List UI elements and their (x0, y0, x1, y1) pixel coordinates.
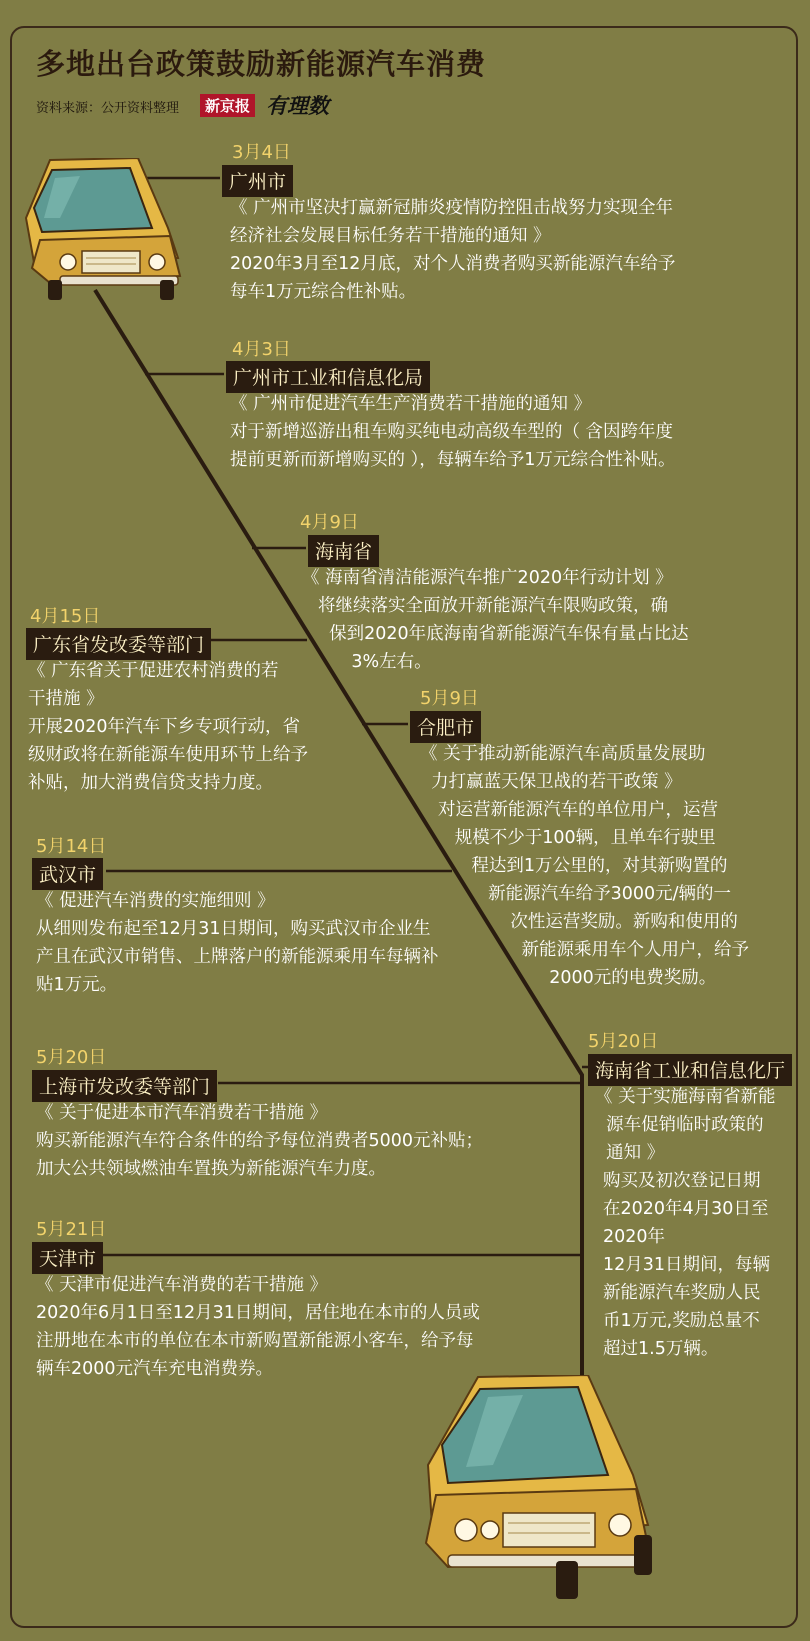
event-document: 《 海南省清洁能源汽车推广2020年行动计划 》 (302, 568, 673, 588)
event-date: 4月15日 (30, 606, 101, 627)
event-date: 5月21日 (36, 1219, 107, 1240)
event-description: 2020年6月1日至12月31日期间，居住地在本市的人员或 注册地在本市的单位在本市新购置新能源小客车，给予每 辆车2000元汽车充电消费券。 (36, 1303, 480, 1379)
event-description: 对运营新能源汽车的单位用户，运营 规模不少于100辆，且单车行驶里 程达到1万公里的，对其新购置的 新能源汽车给予3000元/辆的一 次性运营奖励。新购和使用的 新能源乘用车个人用户，给予 2000元的电费奖励。 (438, 800, 749, 988)
event-document: 《 天津市促进汽车消费的若干措施 》 (36, 1275, 328, 1295)
event-org-tag: 海南省工业和信息化厅 (588, 1054, 792, 1086)
event-description: 开展2020年汽车下乡专项行动，省 级财政将在新能源车使用环节上给予 补贴，加大消费信贷支持力度。 (28, 717, 308, 793)
event-org-tag: 合肥市 (410, 711, 481, 743)
brand-script-logo: 有理数 (266, 93, 329, 118)
event-org-tag: 上海市发改委等部门 (32, 1070, 217, 1102)
event-org-tag: 广东省发改委等部门 (26, 628, 211, 660)
car-illustration-bottom (408, 1375, 658, 1605)
event-date: 4月3日 (232, 339, 291, 360)
page-title: 多地出台政策鼓励新能源汽车消费 (36, 47, 487, 81)
event-date: 3月4日 (232, 142, 291, 163)
event-description: 购买新能源汽车符合条件的给予每位消费者5000元补贴； 加大公共领域燃油车置换为新能源汽车力度。 (36, 1131, 484, 1179)
event-date: 5月20日 (588, 1031, 659, 1052)
event-org-tag: 广州市 (222, 165, 293, 197)
event-date: 5月20日 (36, 1047, 107, 1068)
brand-logo: 新京报 (200, 94, 255, 117)
event-date: 5月14日 (36, 836, 107, 857)
event-org-tag: 武汉市 (32, 858, 103, 890)
event-document: 《 关于推动新能源汽车高质量发展助 力打赢蓝天保卫战的若干政策 》 (420, 744, 706, 792)
event-org-tag: 广州市工业和信息化局 (226, 361, 430, 393)
event-description: 2020年3月至12月底，对个人消费者购买新能源汽车给予 每车1万元综合性补贴。 (230, 254, 676, 302)
event-document: 《 促进汽车消费的实施细则 》 (36, 891, 275, 911)
source-note: 资料来源：公开资料整理 (36, 101, 180, 116)
event-document: 《 广州市坚决打赢新冠肺炎疫情防控阻击战努力实现全年 经济社会发展目标任务若干措施的通知 》 (230, 198, 674, 246)
event-document: 《 关于促进本市汽车消费若干措施 》 (36, 1103, 328, 1123)
car-illustration-top (20, 158, 185, 308)
event-description: 从细则发布起至12月31日期间，购买武汉市企业生 产且在武汉市销售、上牌落户的新能源乘用车每辆补 贴1万元。 (36, 919, 439, 995)
event-document: 《 广州市促进汽车生产消费若干措施的通知 》 (230, 394, 592, 414)
event-description: 将继续落实全面放开新能源汽车限购政策，确 保到2020年底海南省新能源汽车保有量占比达 3%左右。 (318, 596, 689, 672)
event-date: 4月9日 (300, 512, 359, 533)
event-document: 《 广东省关于促进农村消费的若 干措施 》 (28, 661, 279, 709)
event-org-tag: 天津市 (32, 1242, 103, 1274)
event-description: 购买及初次登记日期 在2020年4月30日至 2020年 12月31日期间，每辆 新能源汽车奖励人民 币1万元,奖励总量不 超过1.5万辆。 (603, 1171, 771, 1359)
event-date: 5月9日 (420, 688, 479, 709)
event-document: 《 关于实施海南省新能 源车促销临时政策的 通知 》 (595, 1087, 776, 1163)
event-description: 对于新增巡游出租车购买纯电动高级车型的（ 含因跨年度 提前更新而新增购买的 ），每辆车给予1万元综合性补贴。 (230, 422, 676, 470)
event-org-tag: 海南省 (308, 535, 379, 567)
